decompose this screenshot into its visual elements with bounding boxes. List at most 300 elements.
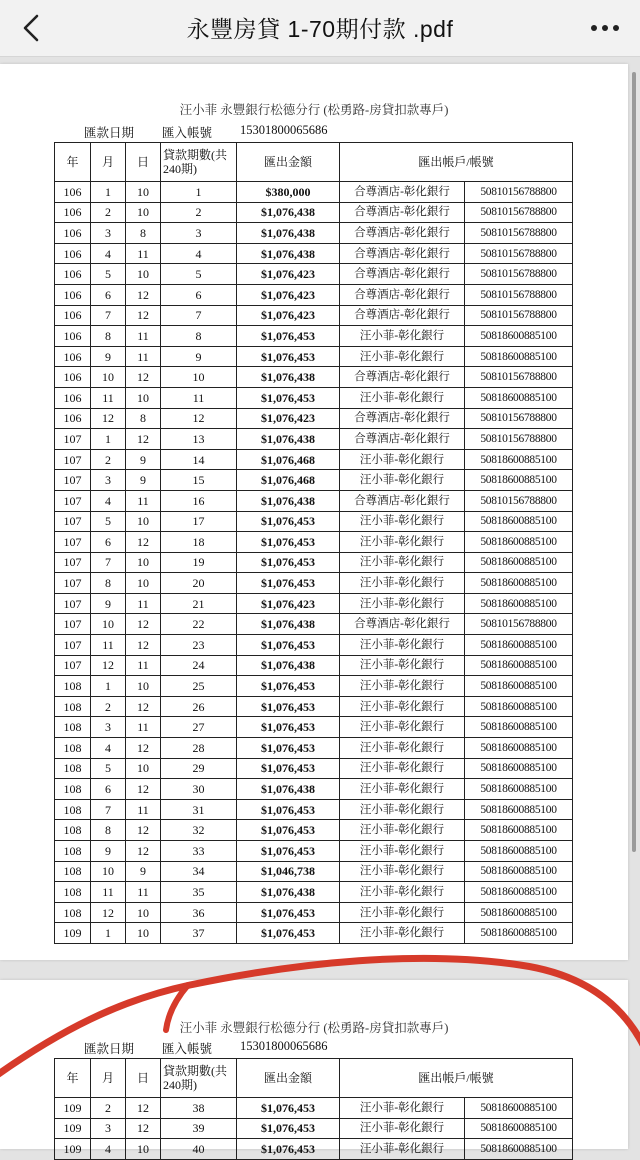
cell-month: 2 xyxy=(91,1098,126,1119)
cell-account-name: 合尊酒店-彰化銀行 xyxy=(340,490,465,511)
cell-installment: 19 xyxy=(161,552,237,573)
top-toolbar xyxy=(0,0,640,57)
cell-account-name: 合尊酒店-彰化銀行 xyxy=(340,202,465,223)
table-row xyxy=(55,532,573,553)
cell-month: 11 xyxy=(91,882,126,903)
col-account: 匯出帳戶/帳號 xyxy=(340,143,573,182)
cell-account-name: 汪小菲-彰化銀行 xyxy=(340,532,465,553)
cell-day: 12 xyxy=(126,841,161,862)
cell-account-name: 合尊酒店-彰化銀行 xyxy=(340,243,465,264)
cell-month: 11 xyxy=(91,635,126,656)
table-row xyxy=(55,470,573,491)
cell-account-number: 50818600885100 xyxy=(465,820,573,841)
cell-day: 8 xyxy=(126,408,161,429)
cell-amount: $1,076,438 xyxy=(237,202,340,223)
cell-amount: $1,076,438 xyxy=(237,655,340,676)
table-row xyxy=(55,449,573,470)
cell-installment: 36 xyxy=(161,902,237,923)
cell-year: 108 xyxy=(55,861,91,882)
cell-year: 106 xyxy=(55,326,91,347)
cell-amount: $380,000 xyxy=(237,182,340,203)
table-row xyxy=(55,387,573,408)
cell-day: 12 xyxy=(126,738,161,759)
cell-year: 108 xyxy=(55,696,91,717)
cell-month: 5 xyxy=(91,511,126,532)
cell-amount: $1,076,453 xyxy=(237,532,340,553)
cell-account-number: 50818600885100 xyxy=(465,449,573,470)
cell-day: 11 xyxy=(126,346,161,367)
cell-day: 10 xyxy=(126,202,161,223)
table-row xyxy=(55,758,573,779)
cell-account-number: 50818600885100 xyxy=(465,1139,573,1160)
cell-year: 106 xyxy=(55,223,91,244)
cell-account-number: 50818600885100 xyxy=(465,923,573,944)
cell-month: 12 xyxy=(91,655,126,676)
cell-installment: 23 xyxy=(161,635,237,656)
cell-month: 2 xyxy=(91,696,126,717)
payment-table xyxy=(54,142,573,944)
cell-day: 12 xyxy=(126,1098,161,1119)
cell-amount: $1,076,453 xyxy=(237,696,340,717)
cell-account-name: 合尊酒店-彰化銀行 xyxy=(340,264,465,285)
cell-account-name: 汪小菲-彰化銀行 xyxy=(340,1139,465,1160)
cell-account-name: 汪小菲-彰化銀行 xyxy=(340,552,465,573)
table-row xyxy=(55,923,573,944)
table-row xyxy=(55,511,573,532)
table-row xyxy=(55,779,573,800)
cell-amount: $1,076,438 xyxy=(237,367,340,388)
cell-amount: $1,076,423 xyxy=(237,284,340,305)
cell-day: 12 xyxy=(126,696,161,717)
cell-amount: $1,076,453 xyxy=(237,635,340,656)
cell-year: 108 xyxy=(55,902,91,923)
cell-installment: 13 xyxy=(161,429,237,450)
cell-amount: $1,076,453 xyxy=(237,1098,340,1119)
cell-month: 5 xyxy=(91,758,126,779)
table-row xyxy=(55,820,573,841)
cell-month: 7 xyxy=(91,305,126,326)
account-number: 15301800065686 xyxy=(240,1039,328,1053)
cell-amount: $1,076,423 xyxy=(237,305,340,326)
cell-installment: 10 xyxy=(161,367,237,388)
cell-account-number: 50818600885100 xyxy=(465,717,573,738)
cell-account-name: 汪小菲-彰化銀行 xyxy=(340,923,465,944)
cell-day: 12 xyxy=(126,614,161,635)
cell-amount: $1,076,453 xyxy=(237,346,340,367)
col-month: 月 xyxy=(91,1059,126,1098)
cell-installment: 1 xyxy=(161,182,237,203)
cell-month: 12 xyxy=(91,408,126,429)
cell-day: 12 xyxy=(126,284,161,305)
scrollbar[interactable] xyxy=(632,72,636,852)
cell-account-name: 合尊酒店-彰化銀行 xyxy=(340,367,465,388)
cell-installment: 15 xyxy=(161,470,237,491)
cell-account-number: 50818600885100 xyxy=(465,326,573,347)
cell-day: 10 xyxy=(126,264,161,285)
cell-account-name: 汪小菲-彰化銀行 xyxy=(340,387,465,408)
cell-account-number: 50810156788800 xyxy=(465,490,573,511)
cell-month: 9 xyxy=(91,593,126,614)
cell-year: 109 xyxy=(55,923,91,944)
cell-amount: $1,076,438 xyxy=(237,429,340,450)
cell-account-number: 50810156788800 xyxy=(465,223,573,244)
cell-day: 9 xyxy=(126,449,161,470)
more-options-button[interactable] xyxy=(588,12,622,44)
cell-month: 10 xyxy=(91,861,126,882)
cell-account-number: 50818600885100 xyxy=(465,861,573,882)
cell-account-name: 汪小菲-彰化銀行 xyxy=(340,511,465,532)
col-day: 日 xyxy=(126,143,161,182)
cell-account-number: 50810156788800 xyxy=(465,243,573,264)
cell-installment: 5 xyxy=(161,264,237,285)
cell-year: 106 xyxy=(55,387,91,408)
cell-account-name: 汪小菲-彰化銀行 xyxy=(340,346,465,367)
table-row xyxy=(55,655,573,676)
cell-month: 4 xyxy=(91,1139,126,1160)
cell-day: 12 xyxy=(126,820,161,841)
chevron-left-icon xyxy=(14,10,50,46)
table-row xyxy=(55,243,573,264)
cell-amount: $1,076,453 xyxy=(237,799,340,820)
cell-month: 6 xyxy=(91,532,126,553)
cell-month: 4 xyxy=(91,243,126,264)
cell-year: 107 xyxy=(55,490,91,511)
cell-account-name: 汪小菲-彰化銀行 xyxy=(340,1098,465,1119)
cell-amount: $1,046,738 xyxy=(237,861,340,882)
cell-installment: 40 xyxy=(161,1139,237,1160)
cell-day: 10 xyxy=(126,1139,161,1160)
page-header: 汪小菲 永豐銀行松德分行 (松勇路-房貸扣款專戶) xyxy=(179,103,449,117)
cell-amount: $1,076,438 xyxy=(237,779,340,800)
cell-account-number: 50818600885100 xyxy=(465,799,573,820)
cell-amount: $1,076,438 xyxy=(237,490,340,511)
page-header: 汪小菲 永豐銀行松德分行 (松勇路-房貸扣款專戶) xyxy=(179,1021,449,1035)
cell-account-name: 合尊酒店-彰化銀行 xyxy=(340,429,465,450)
table-row xyxy=(55,182,573,203)
cell-year: 107 xyxy=(55,470,91,491)
cell-year: 106 xyxy=(55,243,91,264)
cell-day: 8 xyxy=(126,223,161,244)
cell-month: 6 xyxy=(91,284,126,305)
cell-account-number: 50818600885100 xyxy=(465,346,573,367)
cell-month: 4 xyxy=(91,490,126,511)
pdf-page-2 xyxy=(0,980,628,1156)
cell-day: 12 xyxy=(126,305,161,326)
cell-year: 107 xyxy=(55,552,91,573)
table-row xyxy=(55,696,573,717)
cell-day: 10 xyxy=(126,676,161,697)
table-row xyxy=(55,552,573,573)
table-row xyxy=(55,429,573,450)
account-label: 匯入帳號 xyxy=(162,1042,213,1056)
document-title: 永豐房貸 1-70期付款 .pdf xyxy=(186,16,454,42)
col-account: 匯出帳戶/帳號 xyxy=(340,1059,573,1098)
cell-month: 12 xyxy=(91,902,126,923)
cell-month: 7 xyxy=(91,552,126,573)
cell-year: 108 xyxy=(55,779,91,800)
cell-month: 3 xyxy=(91,717,126,738)
cell-month: 3 xyxy=(91,1118,126,1139)
cell-day: 11 xyxy=(126,882,161,903)
cell-installment: 22 xyxy=(161,614,237,635)
cell-year: 106 xyxy=(55,202,91,223)
cell-account-name: 汪小菲-彰化銀行 xyxy=(340,593,465,614)
cell-account-name: 汪小菲-彰化銀行 xyxy=(340,738,465,759)
cell-installment: 39 xyxy=(161,1118,237,1139)
cell-account-name: 汪小菲-彰化銀行 xyxy=(340,820,465,841)
cell-installment: 38 xyxy=(161,1098,237,1119)
cell-amount: $1,076,453 xyxy=(237,820,340,841)
cell-day: 12 xyxy=(126,635,161,656)
cell-account-name: 合尊酒店-彰化銀行 xyxy=(340,223,465,244)
cell-account-name: 合尊酒店-彰化銀行 xyxy=(340,408,465,429)
cell-account-number: 50810156788800 xyxy=(465,202,573,223)
cell-account-name: 汪小菲-彰化銀行 xyxy=(340,779,465,800)
cell-account-name: 汪小菲-彰化銀行 xyxy=(340,1118,465,1139)
cell-year: 107 xyxy=(55,635,91,656)
cell-installment: 6 xyxy=(161,284,237,305)
col-amount: 匯出金額 xyxy=(237,143,340,182)
cell-month: 10 xyxy=(91,614,126,635)
cell-month: 5 xyxy=(91,264,126,285)
cell-account-name: 汪小菲-彰化銀行 xyxy=(340,655,465,676)
cell-installment: 33 xyxy=(161,841,237,862)
cell-day: 11 xyxy=(126,799,161,820)
cell-account-number: 50818600885100 xyxy=(465,779,573,800)
cell-account-name: 汪小菲-彰化銀行 xyxy=(340,635,465,656)
cell-account-name: 汪小菲-彰化銀行 xyxy=(340,758,465,779)
cell-amount: $1,076,423 xyxy=(237,593,340,614)
cell-year: 106 xyxy=(55,367,91,388)
cell-year: 106 xyxy=(55,284,91,305)
cell-account-name: 汪小菲-彰化銀行 xyxy=(340,799,465,820)
cell-year: 107 xyxy=(55,614,91,635)
cell-month: 8 xyxy=(91,820,126,841)
cell-amount: $1,076,453 xyxy=(237,387,340,408)
cell-amount: $1,076,453 xyxy=(237,573,340,594)
cell-year: 108 xyxy=(55,717,91,738)
cell-month: 7 xyxy=(91,799,126,820)
account-number: 15301800065686 xyxy=(240,123,328,137)
cell-account-number: 50810156788800 xyxy=(465,408,573,429)
cell-account-number: 50818600885100 xyxy=(465,696,573,717)
cell-month: 1 xyxy=(91,923,126,944)
cell-year: 107 xyxy=(55,573,91,594)
cell-account-number: 50818600885100 xyxy=(465,573,573,594)
cell-account-name: 合尊酒店-彰化銀行 xyxy=(340,284,465,305)
cell-account-number: 50818600885100 xyxy=(465,635,573,656)
cell-installment: 21 xyxy=(161,593,237,614)
table-row xyxy=(55,738,573,759)
col-amount: 匯出金額 xyxy=(237,1059,340,1098)
cell-account-number: 50818600885100 xyxy=(465,1098,573,1119)
cell-installment: 4 xyxy=(161,243,237,264)
cell-amount: $1,076,423 xyxy=(237,264,340,285)
cell-month: 6 xyxy=(91,779,126,800)
cell-installment: 24 xyxy=(161,655,237,676)
cell-month: 2 xyxy=(91,202,126,223)
cell-account-number: 50818600885100 xyxy=(465,593,573,614)
cell-account-number: 50818600885100 xyxy=(465,655,573,676)
cell-month: 4 xyxy=(91,738,126,759)
cell-year: 106 xyxy=(55,264,91,285)
cell-year: 106 xyxy=(55,305,91,326)
table-row xyxy=(55,1098,573,1119)
cell-year: 108 xyxy=(55,738,91,759)
cell-month: 11 xyxy=(91,387,126,408)
cell-account-number: 50810156788800 xyxy=(465,367,573,388)
cell-year: 109 xyxy=(55,1098,91,1119)
cell-amount: $1,076,453 xyxy=(237,841,340,862)
cell-amount: $1,076,468 xyxy=(237,449,340,470)
cell-day: 11 xyxy=(126,593,161,614)
cell-year: 109 xyxy=(55,1139,91,1160)
cell-year: 108 xyxy=(55,676,91,697)
cell-year: 107 xyxy=(55,449,91,470)
cell-account-number: 50810156788800 xyxy=(465,429,573,450)
payment-table xyxy=(54,1058,573,1160)
cell-account-number: 50818600885100 xyxy=(465,387,573,408)
cell-account-number: 50810156788800 xyxy=(465,284,573,305)
back-button[interactable] xyxy=(14,10,50,46)
cell-account-number: 50818600885100 xyxy=(465,758,573,779)
cell-account-number: 50810156788800 xyxy=(465,264,573,285)
cell-amount: $1,076,438 xyxy=(237,243,340,264)
cell-account-name: 汪小菲-彰化銀行 xyxy=(340,902,465,923)
cell-installment: 27 xyxy=(161,717,237,738)
table-header-row xyxy=(55,1059,573,1098)
cell-amount: $1,076,453 xyxy=(237,326,340,347)
cell-account-name: 汪小菲-彰化銀行 xyxy=(340,717,465,738)
col-installment: 貸款期數(共240期) xyxy=(161,1059,237,1098)
cell-year: 107 xyxy=(55,532,91,553)
cell-installment: 7 xyxy=(161,305,237,326)
cell-installment: 37 xyxy=(161,923,237,944)
cell-month: 10 xyxy=(91,367,126,388)
cell-installment: 20 xyxy=(161,573,237,594)
cell-year: 108 xyxy=(55,882,91,903)
cell-year: 107 xyxy=(55,429,91,450)
table-row xyxy=(55,799,573,820)
cell-account-number: 50818600885100 xyxy=(465,676,573,697)
cell-amount: $1,076,453 xyxy=(237,1118,340,1139)
cell-day: 12 xyxy=(126,1118,161,1139)
cell-installment: 34 xyxy=(161,861,237,882)
cell-installment: 32 xyxy=(161,820,237,841)
cell-account-name: 汪小菲-彰化銀行 xyxy=(340,676,465,697)
table-header-row xyxy=(55,143,573,182)
cell-account-number: 50810156788800 xyxy=(465,614,573,635)
cell-year: 106 xyxy=(55,182,91,203)
cell-account-name: 汪小菲-彰化銀行 xyxy=(340,449,465,470)
cell-month: 1 xyxy=(91,182,126,203)
cell-year: 109 xyxy=(55,1118,91,1139)
cell-account-number: 50818600885100 xyxy=(465,738,573,759)
cell-installment: 18 xyxy=(161,532,237,553)
cell-month: 8 xyxy=(91,326,126,347)
cell-day: 10 xyxy=(126,902,161,923)
table-row xyxy=(55,902,573,923)
cell-month: 9 xyxy=(91,346,126,367)
cell-installment: 12 xyxy=(161,408,237,429)
cell-installment: 17 xyxy=(161,511,237,532)
table-row xyxy=(55,284,573,305)
cell-installment: 16 xyxy=(161,490,237,511)
table-row xyxy=(55,841,573,862)
cell-amount: $1,076,453 xyxy=(237,923,340,944)
cell-amount: $1,076,453 xyxy=(237,758,340,779)
cell-month: 9 xyxy=(91,841,126,862)
cell-year: 106 xyxy=(55,346,91,367)
table-row xyxy=(55,202,573,223)
cell-day: 11 xyxy=(126,717,161,738)
cell-amount: $1,076,453 xyxy=(237,676,340,697)
cell-year: 107 xyxy=(55,511,91,532)
cell-month: 1 xyxy=(91,429,126,450)
cell-account-name: 汪小菲-彰化銀行 xyxy=(340,470,465,491)
table-row xyxy=(55,223,573,244)
cell-month: 8 xyxy=(91,573,126,594)
table-row xyxy=(55,614,573,635)
cell-account-name: 汪小菲-彰化銀行 xyxy=(340,696,465,717)
table-row xyxy=(55,1118,573,1139)
cell-installment: 30 xyxy=(161,779,237,800)
table-row xyxy=(55,264,573,285)
cell-year: 108 xyxy=(55,799,91,820)
cell-amount: $1,076,438 xyxy=(237,223,340,244)
cell-day: 11 xyxy=(126,326,161,347)
cell-day: 10 xyxy=(126,182,161,203)
cell-installment: 25 xyxy=(161,676,237,697)
cell-account-name: 汪小菲-彰化銀行 xyxy=(340,326,465,347)
remit-date-label: 匯款日期 xyxy=(84,1042,135,1056)
table-row xyxy=(55,593,573,614)
cell-account-number: 50818600885100 xyxy=(465,511,573,532)
cell-month: 2 xyxy=(91,449,126,470)
table-row xyxy=(55,408,573,429)
cell-account-name: 汪小菲-彰化銀行 xyxy=(340,573,465,594)
cell-account-name: 合尊酒店-彰化銀行 xyxy=(340,614,465,635)
account-label: 匯入帳號 xyxy=(162,126,213,140)
cell-day: 12 xyxy=(126,779,161,800)
cell-month: 1 xyxy=(91,676,126,697)
cell-amount: $1,076,453 xyxy=(237,738,340,759)
col-day: 日 xyxy=(126,1059,161,1098)
col-month: 月 xyxy=(91,143,126,182)
cell-year: 108 xyxy=(55,841,91,862)
table-row xyxy=(55,635,573,656)
cell-account-number: 50818600885100 xyxy=(465,841,573,862)
cell-amount: $1,076,468 xyxy=(237,470,340,491)
table-row xyxy=(55,346,573,367)
cell-account-number: 50810156788800 xyxy=(465,305,573,326)
cell-installment: 8 xyxy=(161,326,237,347)
cell-installment: 29 xyxy=(161,758,237,779)
table-row xyxy=(55,367,573,388)
cell-day: 12 xyxy=(126,367,161,388)
cell-account-name: 汪小菲-彰化銀行 xyxy=(340,882,465,903)
cell-day: 9 xyxy=(126,470,161,491)
more-dots-icon xyxy=(588,12,622,44)
cell-installment: 31 xyxy=(161,799,237,820)
cell-day: 9 xyxy=(126,861,161,882)
cell-day: 10 xyxy=(126,923,161,944)
table-row xyxy=(55,326,573,347)
cell-day: 12 xyxy=(126,429,161,450)
cell-amount: $1,076,438 xyxy=(237,882,340,903)
col-year: 年 xyxy=(55,143,91,182)
cell-account-name: 汪小菲-彰化銀行 xyxy=(340,841,465,862)
